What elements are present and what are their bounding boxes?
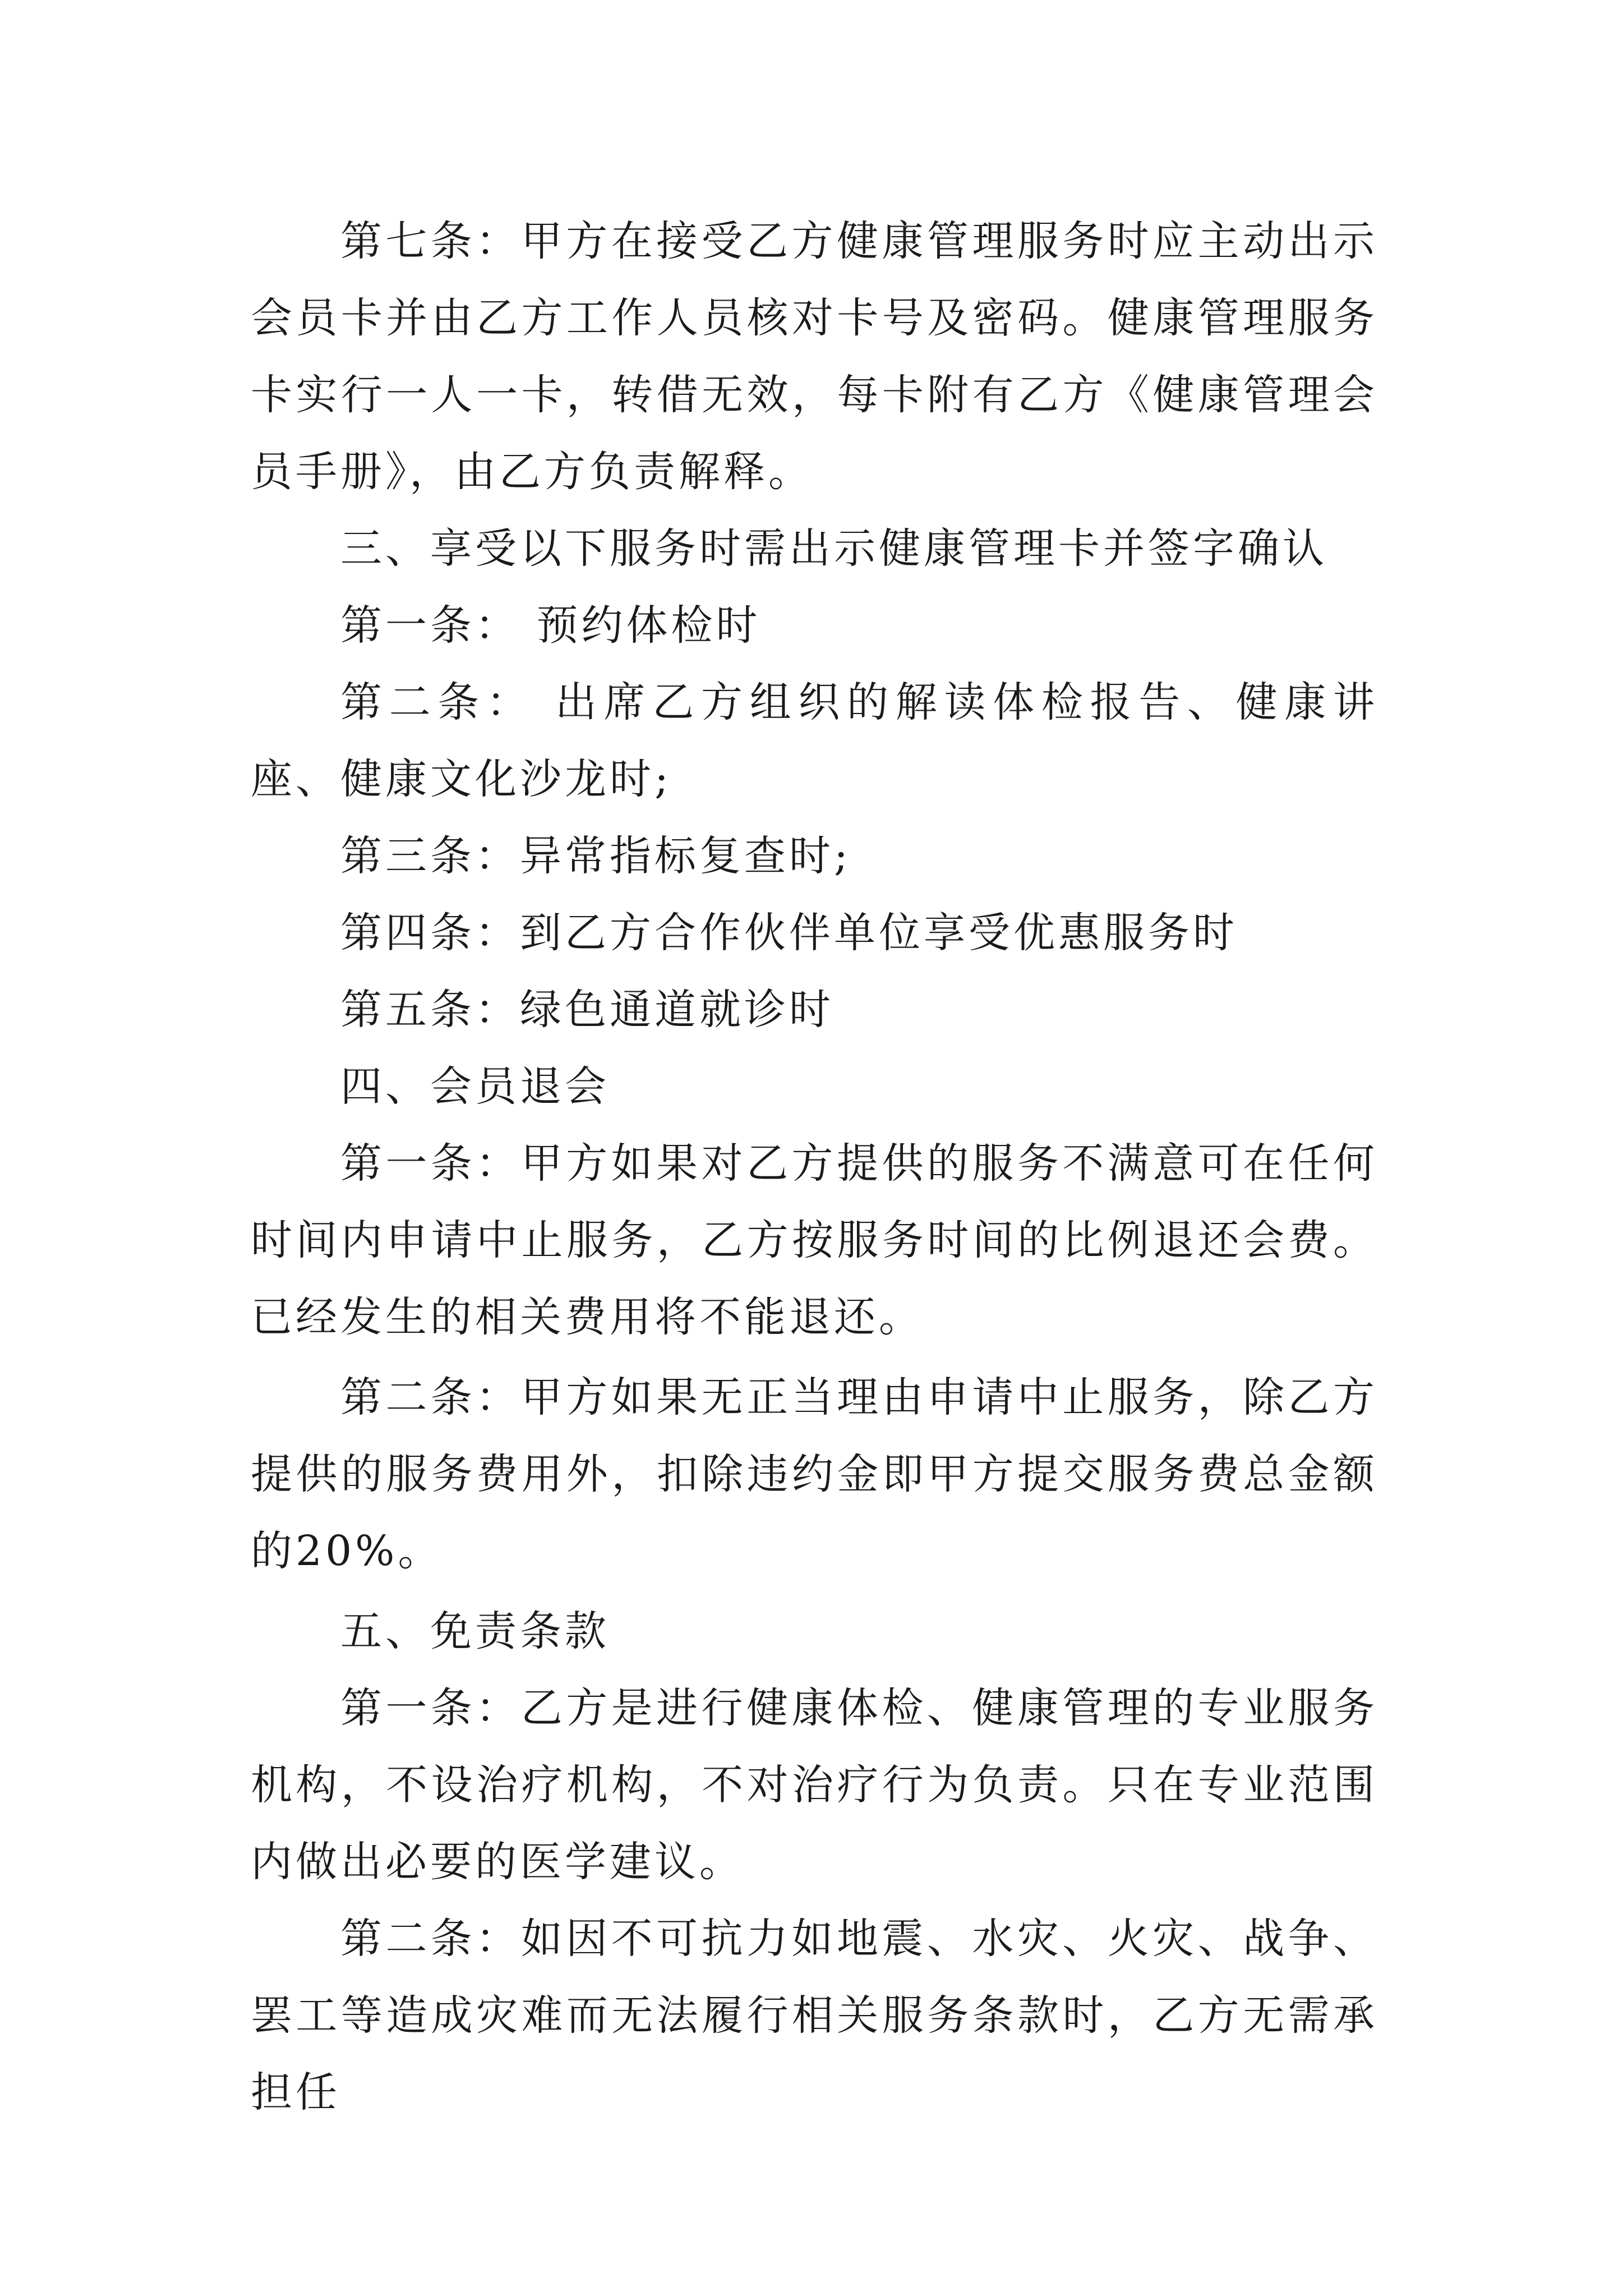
section-3-article-5: 第五条：绿色通道就诊时 (340, 986, 834, 1034)
section-4-article-2: 第二条：甲方如果无正当理由申请中止服务，除乙方提供的服务费用外，扣除违约金即甲方提交服务费总金额的20%。 (251, 1373, 1378, 1575)
section-3-article-1: 第一条： 预约体检时 (340, 601, 761, 650)
section-4-heading: 四、会员退会 (340, 1062, 610, 1111)
article-7-paragraph: 第七条：甲方在接受乙方健康管理服务时应主动出示会员卡并由乙方工作人员核对卡号及密码。健康管理服务卡实行一人一卡，转借无效，每卡附有乙方《健康管理会员手册》，由乙方负责解释。 (251, 217, 1378, 496)
section-5-article-1: 第一条：乙方是进行健康体检、健康管理的专业服务机构，不设治疗机构，不对治疗行为负责。只在专业范围内做出必要的医学建议。 (251, 1684, 1378, 1886)
section-3-article-3: 第三条：异常指标复查时; (340, 832, 851, 880)
section-3-article-2: 第二条： 出席乙方组织的解读体检报告、健康讲座、健康文化沙龙时; (251, 678, 1378, 803)
section-5-heading: 五、免责条款 (340, 1607, 610, 1655)
section-5-article-2: 第二条：如因不可抗力如地震、水灾、火灾、战争、罢工等造成灾难而无法履行相关服务条款时，乙方无需承担任 (251, 1915, 1378, 2116)
document-body (251, 203, 1378, 2131)
section-3-heading: 三、享受以下服务时需出示健康管理卡并签字确认 (340, 524, 1327, 573)
section-3-article-4: 第四条：到乙方合作伙伴单位享受优惠服务时 (340, 909, 1238, 957)
section-4-article-1: 第一条：甲方如果对乙方提供的服务不满意可在任何时间内申请中止服务，乙方按服务时间的比例退还会费。已经发生的相关费用将不能退还。 (251, 1139, 1378, 1341)
